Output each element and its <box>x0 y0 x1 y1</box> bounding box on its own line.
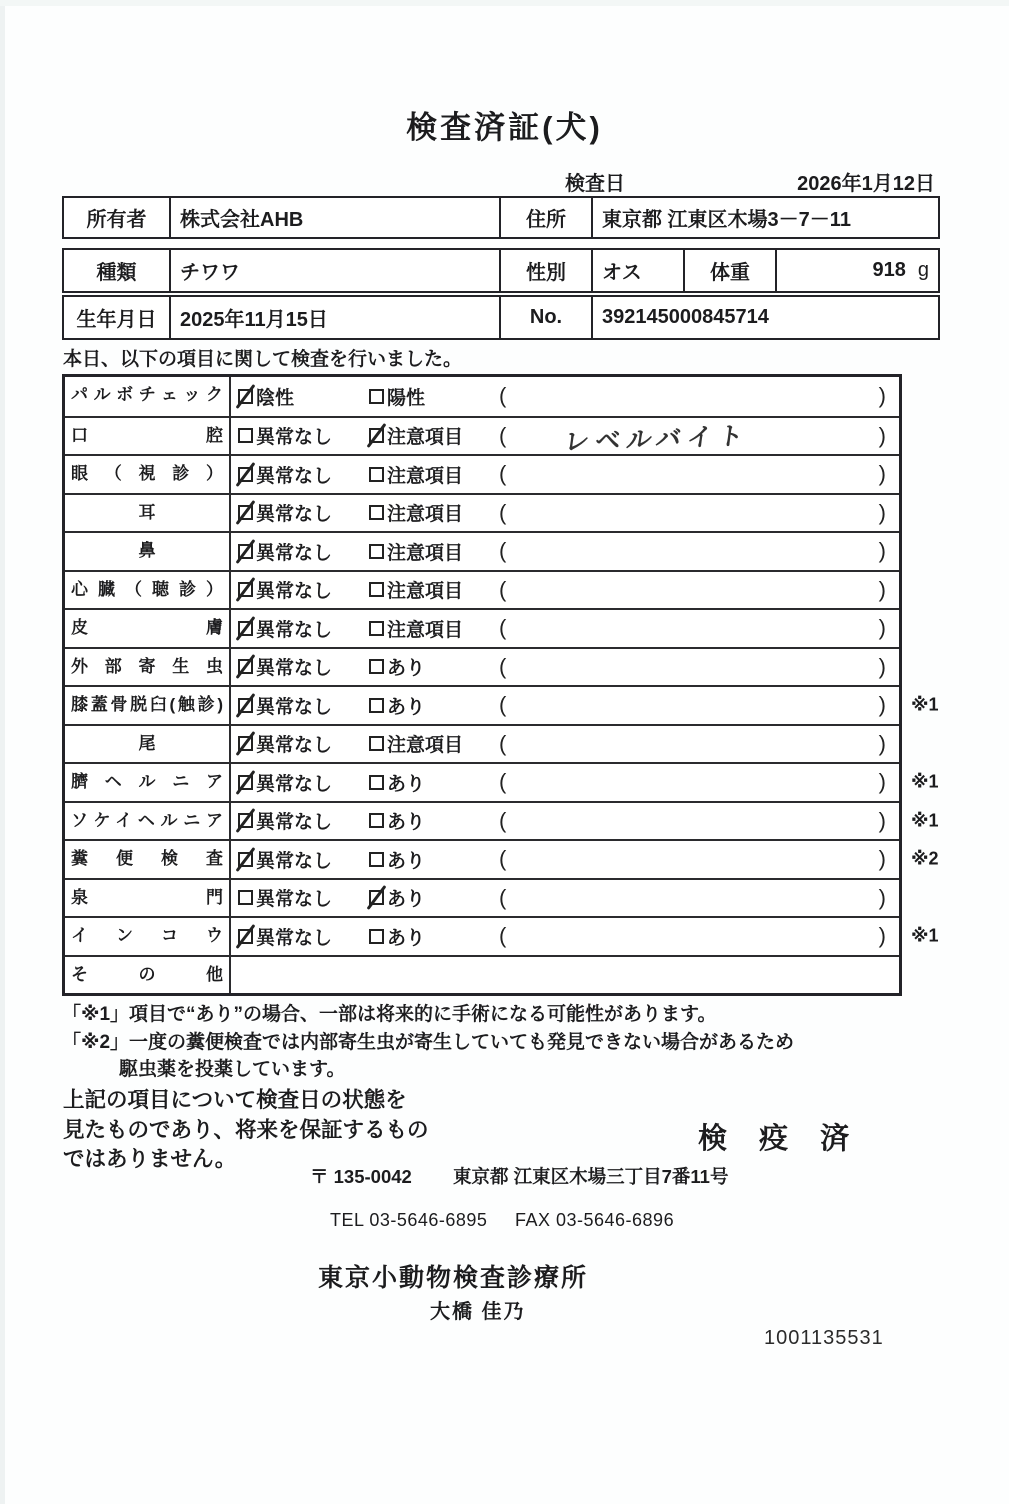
checklist-item-label: 耳 <box>65 495 231 532</box>
checklist-row <box>65 647 899 686</box>
clinic-telfax-line <box>330 1210 674 1231</box>
checkbox-icon <box>369 582 384 597</box>
checklist-row <box>65 839 939 878</box>
checklist-row <box>65 762 939 801</box>
checkbox-icon <box>369 852 384 867</box>
weight-value <box>775 250 938 291</box>
checkbox-icon <box>369 544 384 559</box>
option-label: あり <box>387 658 426 680</box>
scan-edge-artifact-top <box>0 0 1009 6</box>
checkmark-icon <box>236 808 256 833</box>
note-value <box>506 396 878 397</box>
checkbox-icon <box>238 659 253 674</box>
option-label: 注意項目 <box>387 504 464 526</box>
checklist-item-label: その他 <box>65 957 231 994</box>
checklist-option <box>238 692 369 719</box>
checklist-option <box>369 499 499 526</box>
checkbox-icon <box>238 467 253 482</box>
note-paren-close: ) <box>878 769 886 795</box>
checklist-row <box>65 801 939 840</box>
checklist-row-body <box>231 687 899 724</box>
checkbox-icon <box>369 775 384 790</box>
checklist-option <box>369 538 499 565</box>
checklist-row <box>65 685 939 724</box>
owner-label: 所有者 <box>86 209 147 231</box>
note-paren-open: ( <box>499 884 507 910</box>
checklist-option <box>238 807 369 834</box>
note-value <box>506 589 878 590</box>
owner-table <box>62 196 940 239</box>
checklist-row-body <box>231 764 899 801</box>
checkbox-icon <box>369 428 384 443</box>
checklist-row <box>65 608 899 647</box>
note-value <box>506 936 878 937</box>
checklist-row-body <box>231 803 899 840</box>
checklist-item-label: 泉門 <box>65 880 231 917</box>
note-paren-close: ) <box>878 653 886 679</box>
checkmark-icon <box>236 616 256 641</box>
note-paren-close: ) <box>878 576 886 602</box>
note-paren-open: ( <box>499 383 507 409</box>
checkbox-icon <box>238 775 253 790</box>
note-paren-close: ) <box>878 692 886 718</box>
checkbox-icon <box>238 890 253 905</box>
checklist-option <box>238 538 369 565</box>
checklist-row <box>65 416 899 455</box>
checkbox-icon <box>238 736 253 751</box>
checklist-option <box>369 846 499 873</box>
option-label: 注意項目 <box>387 619 464 641</box>
footnote-mark: ※2 <box>911 848 939 869</box>
checklist-item-label: 皮膚 <box>65 610 231 647</box>
checklist-row-body <box>231 377 899 416</box>
note-paren-close: ) <box>878 538 886 564</box>
checklist-row <box>65 454 899 493</box>
checklist-option <box>369 692 499 719</box>
footnote-mark: ※1 <box>911 694 939 715</box>
checklist-row-body <box>231 495 899 532</box>
option-label: 異常なし <box>256 619 333 641</box>
disclaimer-line-3: ではありません。 <box>63 1147 237 1171</box>
checkbox-icon <box>238 389 253 404</box>
checkmark-icon <box>236 731 256 756</box>
note-value <box>506 743 878 744</box>
checkmark-icon <box>367 885 387 910</box>
option-label: 陰性 <box>256 387 295 409</box>
clinic-address: 東京都 江東区木場三丁目7番11号 <box>452 1166 729 1187</box>
breed-label: 種類 <box>96 262 137 284</box>
breed-value: チワワ <box>169 250 499 291</box>
footnote-2-continuation: 駆虫薬を投薬しています。 <box>119 1059 346 1080</box>
checkmark-icon <box>236 539 256 564</box>
note-paren-open: ( <box>499 499 507 525</box>
checklist-item-label: インコウ <box>65 918 231 955</box>
option-label: 異常なし <box>256 581 333 603</box>
note-paren-close: ) <box>878 884 886 910</box>
checklist-option <box>238 576 369 603</box>
birthdate-label: 生年月日 <box>76 309 157 331</box>
checklist-row-body <box>231 610 899 647</box>
checklist-option <box>369 653 499 680</box>
checklist-row <box>65 955 899 994</box>
note-value <box>506 705 878 706</box>
checklist-row-body <box>231 918 899 955</box>
option-label: 異常なし <box>256 889 333 911</box>
option-label: 異常なし <box>256 735 333 757</box>
checkbox-icon <box>238 505 253 520</box>
option-label: 異常なし <box>256 850 333 872</box>
checklist-item-label: 心臓（聴診） <box>65 572 231 609</box>
checklist-option <box>238 499 369 526</box>
quarantine-stamp: 検 疫 済 <box>698 1123 862 1155</box>
note-paren-open: ( <box>499 653 507 679</box>
note-paren-open: ( <box>499 769 507 795</box>
note-paren-open: ( <box>499 923 507 949</box>
sex-value: オス <box>591 250 683 291</box>
option-label: 注意項目 <box>387 542 464 564</box>
checklist-option <box>369 730 499 757</box>
checklist-row <box>65 570 899 609</box>
footnote-mark: ※1 <box>911 810 939 831</box>
footnote-1: 「※1」項目で“あり”の場合、一部は将来的に手術になる可能性があります。 <box>62 1004 717 1025</box>
checklist-row-body <box>231 726 899 763</box>
no-value: 392145000845714 <box>591 297 938 338</box>
checklist-row <box>65 878 899 917</box>
checklist-option <box>369 884 499 911</box>
checklist-option <box>238 769 369 796</box>
checkmark-icon <box>236 577 256 602</box>
checkbox-icon <box>369 621 384 636</box>
note-value <box>506 551 878 552</box>
note-paren-close: ) <box>878 846 886 872</box>
checkmark-icon <box>236 654 256 679</box>
checkbox-icon <box>369 505 384 520</box>
note-paren-open: ( <box>499 576 507 602</box>
note-value <box>506 859 878 860</box>
checklist-option <box>238 383 369 410</box>
checkbox-icon <box>238 428 253 443</box>
option-label: 陽性 <box>387 387 426 409</box>
scan-edge-artifact <box>0 0 5 1504</box>
birthdate-value: 2025年11月15日 <box>169 297 499 338</box>
checklist-option <box>238 846 369 873</box>
checklist-option <box>369 769 499 796</box>
note-paren-open: ( <box>499 692 507 718</box>
note-paren-open: ( <box>499 461 507 487</box>
checklist-option <box>369 923 499 950</box>
note-value <box>506 897 878 898</box>
checkbox-icon <box>369 698 384 713</box>
clinic-name: 東京小動物検査診療所 <box>318 1264 589 1292</box>
option-label: 異常なし <box>256 427 333 449</box>
checklist-row <box>65 531 899 570</box>
checklist-option <box>369 576 499 603</box>
checklist-row <box>65 377 899 416</box>
checklist-item-label: 外部寄生虫 <box>65 649 231 686</box>
checkbox-icon <box>238 544 253 559</box>
checklist-option <box>238 730 369 757</box>
clinic-fax: FAX 03-5646-6896 <box>514 1210 675 1230</box>
checkbox-icon <box>369 890 384 905</box>
intro-text: 本日、以下の項目に関して検査を行いました。 <box>63 349 463 370</box>
option-label: あり <box>387 889 426 911</box>
note-value <box>506 666 878 667</box>
checkbox-icon <box>369 389 384 404</box>
inspection-date-value: 2026年1月12日 <box>797 173 935 195</box>
option-label: 異常なし <box>256 812 333 834</box>
option-label: 注意項目 <box>387 427 464 449</box>
note-paren-close: ) <box>878 807 886 833</box>
option-label: 注意項目 <box>387 735 464 757</box>
checkbox-icon <box>238 582 253 597</box>
breed-table <box>62 248 940 293</box>
address-label: 住所 <box>499 198 591 237</box>
note-paren-close: ) <box>878 923 886 949</box>
option-label: 異常なし <box>256 658 333 680</box>
option-label: 異常なし <box>256 927 333 949</box>
checkmark-icon <box>236 462 256 487</box>
note-value <box>506 820 878 821</box>
note-paren-open: ( <box>499 846 507 872</box>
checkbox-icon <box>238 852 253 867</box>
footnote-mark: ※1 <box>911 925 939 946</box>
disclaimer-block <box>63 1086 429 1175</box>
checkbox-icon <box>238 813 253 828</box>
checklist-option <box>238 615 369 642</box>
owner-value: 株式会社AHB <box>169 198 499 237</box>
checklist-row-body <box>231 533 899 570</box>
checklist-item-label: 膝蓋骨脱臼(触診) <box>65 687 231 724</box>
checklist-item-label: 鼻 <box>65 533 231 570</box>
checklist-option <box>238 923 369 950</box>
clinic-postal-line <box>310 1163 728 1189</box>
veterinarian-name: 大橋 佳乃 <box>430 1301 526 1323</box>
checklist-item-label: 口腔 <box>65 418 231 455</box>
checkmark-icon <box>367 423 387 448</box>
option-label: 異常なし <box>256 542 333 564</box>
note-paren-close: ) <box>878 615 886 641</box>
option-label: 異常なし <box>256 773 333 795</box>
checklist-item-label: パルボチェック <box>65 377 231 416</box>
checklist-row-body <box>231 957 899 994</box>
footnote-mark: ※1 <box>911 771 939 792</box>
checkmark-icon <box>236 384 256 409</box>
note-paren-close: ) <box>878 383 886 409</box>
checkmark-icon <box>236 500 256 525</box>
checklist-row <box>65 724 899 763</box>
footnote-2: 「※2」一度の糞便検査では内部寄生虫が寄生していても発見できない場合があるため <box>62 1031 795 1053</box>
checkbox-icon <box>369 929 384 944</box>
checkbox-icon <box>238 929 253 944</box>
checklist-row-body <box>231 456 899 493</box>
checklist-option <box>238 653 369 680</box>
note-paren-close: ) <box>878 461 886 487</box>
checklist-option <box>238 884 369 911</box>
checklist-option <box>369 422 499 449</box>
checklist-row <box>65 916 939 955</box>
option-label: 異常なし <box>256 696 333 718</box>
note-paren-close: ) <box>878 730 886 756</box>
clinic-postal-code: 〒 135-0042 <box>310 1166 412 1187</box>
sex-label: 性別 <box>499 250 591 291</box>
checkbox-icon <box>369 467 384 482</box>
checkmark-icon <box>236 693 256 718</box>
checklist-item-label: 眼（視診） <box>65 456 231 493</box>
disclaimer-line-2: 見たものであり、将来を保証するもの <box>63 1117 429 1142</box>
note-paren-open: ( <box>499 807 507 833</box>
checklist-row-body <box>231 572 899 609</box>
note-paren-open: ( <box>499 615 507 641</box>
weight-unit: g <box>917 259 929 281</box>
checklist-row-body <box>231 841 899 878</box>
option-label: 注意項目 <box>387 581 464 603</box>
option-label: あり <box>387 927 426 949</box>
checkbox-icon <box>238 698 253 713</box>
checklist-option <box>238 422 369 449</box>
address-value: 東京都 江東区木場3－7－11 <box>591 198 938 237</box>
note-value <box>506 512 878 513</box>
checklist-option <box>369 615 499 642</box>
note-value <box>506 474 878 475</box>
checklist-row <box>65 493 899 532</box>
serial-number: 1001135531 <box>764 1327 884 1349</box>
birth-table <box>62 295 940 340</box>
weight-number: 918 <box>872 259 906 281</box>
checkbox-icon <box>369 659 384 674</box>
checklist-option <box>369 807 499 834</box>
inspection-date-label: 検査日 <box>565 173 625 195</box>
option-label: あり <box>387 812 426 834</box>
note-paren-open: ( <box>499 422 507 448</box>
checklist-row-body <box>231 418 899 455</box>
page-title: 検査済証(犬) <box>406 110 603 145</box>
inspection-checklist-table <box>62 374 939 996</box>
checkbox-icon <box>369 736 384 751</box>
checklist-option <box>238 461 369 488</box>
checklist-row-body <box>231 649 899 686</box>
option-label: あり <box>387 696 426 718</box>
option-label: あり <box>387 773 426 795</box>
weight-label: 体重 <box>683 250 775 291</box>
note-paren-close: ) <box>878 499 886 525</box>
checklist-option <box>369 383 499 410</box>
checklist-item-label: ソケイヘルニア <box>65 803 231 840</box>
option-label: 注意項目 <box>387 465 464 487</box>
disclaimer-line-1: 上記の項目について検査日の状態を <box>63 1088 407 1112</box>
clinic-tel: TEL 03-5646-6895 <box>330 1210 488 1230</box>
note-paren-open: ( <box>499 730 507 756</box>
footnotes-block <box>62 1001 794 1084</box>
option-label: 異常なし <box>256 504 333 526</box>
note-value: レベルバイト <box>562 421 752 457</box>
note-paren-close: ) <box>878 422 886 448</box>
checkbox-icon <box>369 813 384 828</box>
checkbox-icon <box>238 621 253 636</box>
option-label: 異常なし <box>256 465 333 487</box>
checklist-item-label: 臍ヘルニア <box>65 764 231 801</box>
checklist-item-label: 尾 <box>65 726 231 763</box>
checklist-row-body <box>231 880 899 917</box>
note-value <box>506 782 878 783</box>
note-value <box>506 628 878 629</box>
note-paren-open: ( <box>499 538 507 564</box>
checklist-item-label: 糞便検査 <box>65 841 231 878</box>
checkmark-icon <box>236 770 256 795</box>
no-label: No. <box>499 297 591 338</box>
checklist-option <box>369 461 499 488</box>
checkmark-icon <box>236 924 256 949</box>
option-label: あり <box>387 850 426 872</box>
checkmark-icon <box>236 847 256 872</box>
